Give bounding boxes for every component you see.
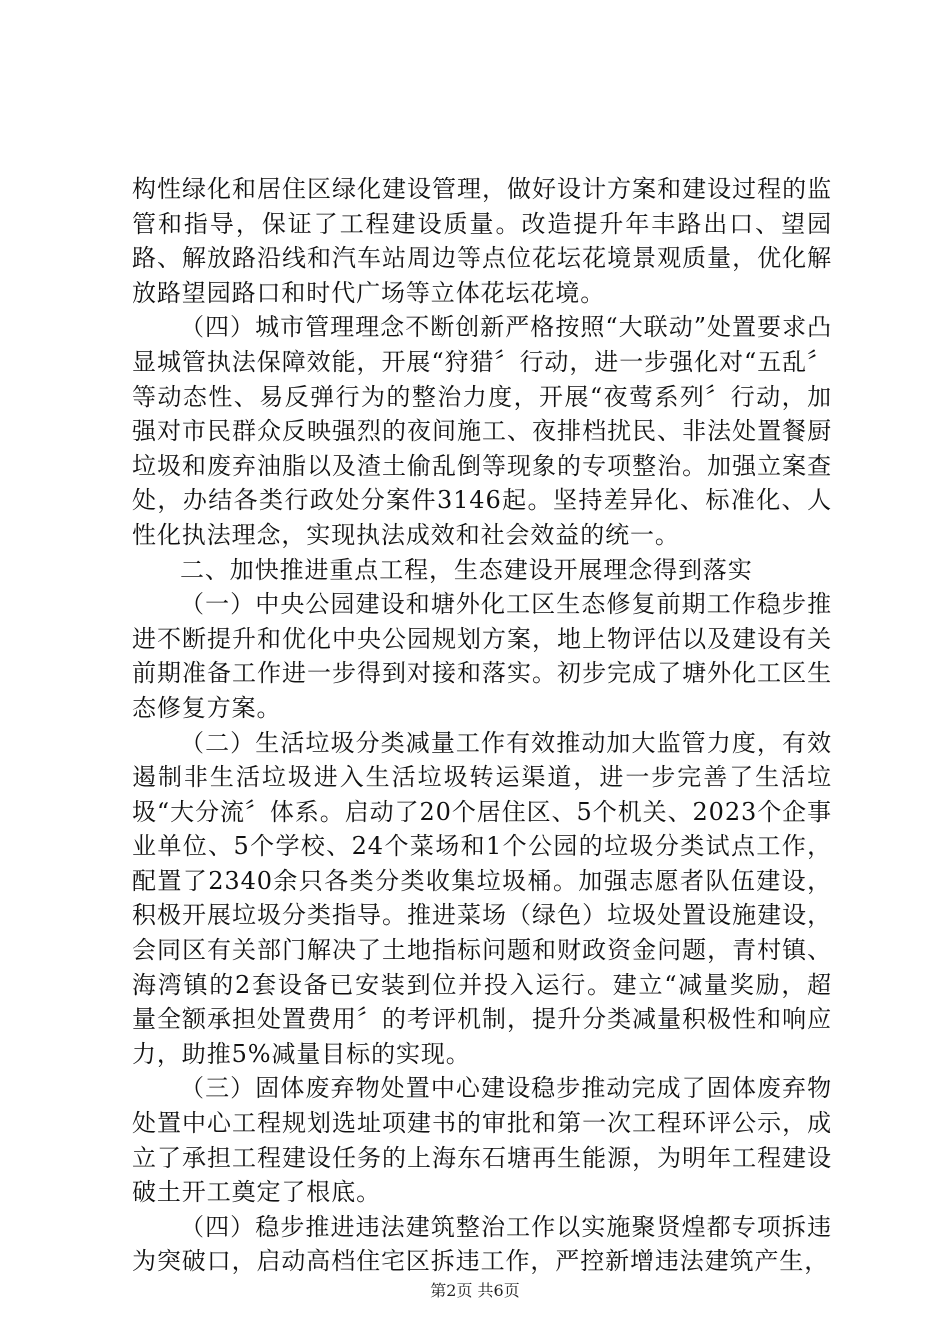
paragraph-illegal-buildings: （四）稳步推进违法建筑整治工作以实施聚贤煌都专项拆违为突破口，启动高档住宅区拆违工作，严控新增违法建筑产生， bbox=[132, 1212, 832, 1276]
paragraph-central-park: （一）中央公园建设和塘外化工区生态修复前期工作稳步推进不断提升和优化中央公园规划方案，地上物评估以及建设有关前期准备工作进一步得到对接和落实。初步完成了塘外化工区生态修复方案。 bbox=[132, 590, 832, 722]
section-heading-key-projects: 二、加快推进重点工程，生态建设开展理念得到落实 bbox=[180, 555, 753, 584]
paragraph-urban-management: （四）城市管理理念不断创新严格按照“大联动”处置要求凸显城管执法保障效能，开展“狩猎〞行动，进一步强化对“五乱〞等动态性、易反弹行为的整治力度，开展“夜莺系列〞行动，加强对市民群众反映强烈的夜间施工、夜排档扰民、非法处置餐厨垃圾和废弃油脂以及渣土偷乱倒等现象的专项整治。加强立案查处，办结各类行政处分案件3146起。坚持差异化、标准化、人性化执法理念，实现执法成效和社会效益的统一。 bbox=[132, 313, 832, 549]
paragraph-greening-continuation: 构性绿化和居住区绿化建设管理，做好设计方案和建设过程的监管和指导，保证了工程建设质量。改造提升年丰路出口、望园路、解放路沿线和汽车站周边等点位花坛花境景观质量，优化解放路望园路口和时代广场等立体花坛花境。 bbox=[132, 175, 832, 307]
paragraph-waste-sorting: （二）生活垃圾分类减量工作有效推动加大监管力度，有效遏制非生活垃圾进入生活垃圾转运渠道，进一步完善了生活垃圾“大分流〞体系。启动了20个居住区、5个机关、2023个企事业单位、5个学校、24个菜场和1个公园的垃圾分类试点工作，配置了2340余只各类分类收集垃圾桶。加强志愿者队伍建设，积极开展垃圾分类指导。推进菜场（绿色）垃圾处置设施建设，会同区有关部门解决了土地指标问题和财政资金问题，青村镇、海湾镇的2套设备已安装到位并投入运行。建立“减量奖励，超量全额承担处置费用〞的考评机制，提升分类减量积极性和响应力，助推5%减量目标的实现。 bbox=[132, 728, 832, 1068]
paragraph-solid-waste-center: （三）固体废弃物处置中心建设稳步推动完成了固体废弃物处置中心工程规划选址项建书的审批和第一次工程环评公示，成立了承担工程建设任务的上海东石塘再生能源，为明年工程建设破土开工奠定了根底。 bbox=[132, 1074, 832, 1207]
document-body bbox=[132, 172, 832, 1279]
page-number-footer: 第2页 共6页 bbox=[430, 1281, 520, 1300]
